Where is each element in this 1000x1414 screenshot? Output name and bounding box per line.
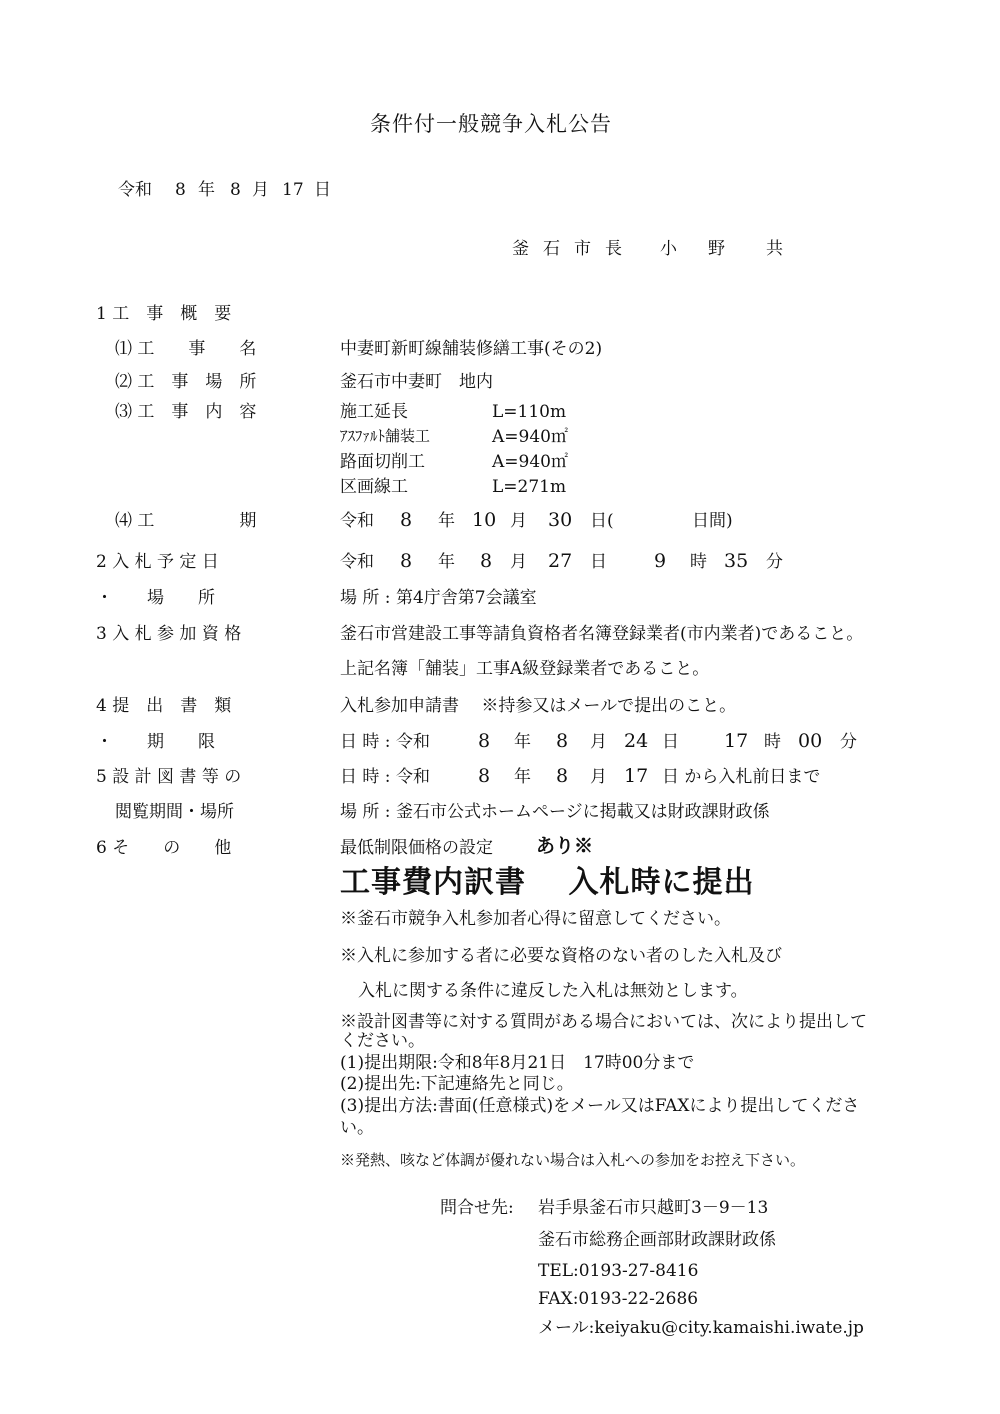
deadline-ji: 時 [764, 732, 781, 752]
qa-item: (3)提出方法:書面(任意様式)をメール又はFAXにより提出してくださ [340, 1096, 860, 1116]
bid-year: 8 [400, 550, 413, 572]
cost-breakdown-notice: 工事費内訳書 入札時に提出 [340, 865, 755, 900]
viewing-day: 17 [624, 765, 649, 787]
min-price-value: あり※ [536, 835, 594, 857]
contact-address: 岩手県釜石市只越町3－9－13 [538, 1198, 769, 1218]
issuer-name-1: 小 [660, 239, 677, 259]
note-line: ※入札に参加する者に必要な資格のない者のした入札及び [340, 946, 782, 966]
content-item-name: 路面切削工 [340, 452, 425, 472]
other-label: 6 そ の 他 [96, 838, 232, 858]
work-name-value: 中妻町新町線舗装修繕工事(その2) [340, 339, 603, 359]
documents-label: 4 提 出 書 類 [96, 696, 232, 716]
bid-hour: 9 [654, 550, 667, 572]
date-era: 令和 [118, 180, 152, 200]
qa-intro-1: ※設計図書等に対する質問がある場合においては、次により提出して [340, 1012, 867, 1032]
viewing-tsuki: 月 [590, 767, 607, 787]
content-item-name: 区画線工 [340, 477, 408, 497]
eligibility-line-2: 上記名簿「舗装」工事A級登録業者であること。 [340, 659, 710, 679]
viewing-prefix: 日 時 : 令和 [340, 767, 430, 787]
work-period-label: ⑷ 工 期 [115, 511, 257, 531]
deadline-prefix: 日 時 : 令和 [340, 732, 430, 752]
bid-ji: 時 [690, 552, 707, 572]
period-nen: 年 [438, 511, 455, 531]
date-tsuki: 月 [252, 180, 269, 200]
qa-item: (1)提出期限:令和8年8月21日 17時00分まで [340, 1053, 695, 1073]
content-item-value: L=271m [492, 477, 567, 497]
bid-place-label: ・ 場 所 [96, 588, 215, 608]
work-content-label: ⑶ 工 事 内 容 [115, 402, 257, 422]
qa-intro-2: ください。 [340, 1031, 425, 1051]
bid-fun: 分 [766, 552, 783, 572]
bid-tsuki: 月 [510, 552, 527, 572]
contact-tel: TEL:0193-27-8416 [538, 1261, 699, 1281]
qa-item: (2)提出先:下記連絡先と同じ。 [340, 1074, 574, 1094]
period-month: 10 [472, 509, 497, 531]
qa-item: い。 [340, 1118, 374, 1138]
deadline-fun: 分 [840, 732, 857, 752]
date-nen: 年 [198, 180, 215, 200]
issuer-name-3: 共 [766, 239, 783, 259]
viewing-year: 8 [478, 765, 491, 787]
viewing-nen: 年 [514, 767, 531, 787]
bid-nen: 年 [438, 552, 455, 572]
deadline-label: ・ 期 限 [96, 732, 215, 752]
deadline-nen: 年 [514, 732, 531, 752]
min-price-label: 最低制限価格の設定 [340, 838, 493, 858]
deadline-month: 8 [556, 730, 569, 752]
period-year: 8 [400, 509, 413, 531]
period-tsuki: 月 [510, 511, 527, 531]
documents-value: 入札参加申請書 ※持参又はメールで提出のこと。 [340, 696, 737, 716]
issuer-org: 釜石市長 [512, 239, 636, 259]
date-hi: 日 [314, 180, 331, 200]
date-year: 8 [175, 180, 186, 200]
viewing-place: 場 所 : 釜石市公式ホームページに掲載又は財政課財政係 [340, 802, 770, 822]
bid-day: 27 [548, 550, 573, 572]
period-day: 30 [548, 509, 573, 531]
viewing-month: 8 [556, 765, 569, 787]
bid-hi: 日 [590, 552, 607, 572]
deadline-hour: 17 [724, 730, 749, 752]
health-note: ※発熱、咳など体調が優れない場合は入札への参加をお控え下さい。 [340, 1151, 806, 1169]
work-name-label: ⑴ 工 事 名 [115, 339, 257, 359]
deadline-year: 8 [478, 730, 491, 752]
issuer-name-2: 野 [708, 239, 725, 259]
content-item-name: ｱｽﾌｧﾙﾄ舗装工 [340, 427, 431, 445]
deadline-day: 24 [624, 730, 649, 752]
contact-label: 問合せ先: [440, 1198, 514, 1218]
viewing-label-2: 閲覧期間・場所 [115, 802, 234, 822]
work-place-value: 釜石市中妻町 地内 [340, 372, 493, 392]
deadline-minute: 00 [798, 730, 823, 752]
work-place-label: ⑵ 工 事 場 所 [115, 372, 257, 392]
content-item-value: A=940㎡ [492, 452, 568, 472]
bid-place-value: 場 所 : 第4庁舎第7会議室 [340, 588, 537, 608]
period-hi: 日( [590, 511, 614, 531]
note-line: 入札に関する条件に違反した入札は無効とします。 [358, 981, 748, 1001]
page-title: 条件付一般競争入札公告 [370, 112, 612, 136]
date-month: 8 [230, 180, 241, 200]
contact-dept: 釜石市総務企画部財政課財政係 [538, 1230, 776, 1250]
contact-fax: FAX:0193-22-2686 [538, 1289, 699, 1309]
viewing-suffix: 日 から入札前日まで [662, 767, 821, 787]
deadline-tsuki: 月 [590, 732, 607, 752]
content-item-value: A=940㎡ [492, 427, 568, 447]
deadline-hi: 日 [662, 732, 679, 752]
section-1-heading: 1 工 事 概 要 [96, 304, 232, 324]
bid-date-label: 2 入 札 予 定 日 [96, 552, 219, 572]
bid-minute: 35 [724, 550, 749, 572]
contact-email[interactable]: メール:keiyaku@city.kamaishi.iwate.jp [538, 1318, 864, 1338]
content-item-name: 施工延長 [340, 402, 408, 422]
bid-month: 8 [480, 550, 493, 572]
eligibility-label: 3 入 札 参 加 資 格 [96, 624, 242, 644]
viewing-label-1: 5 設 計 図 書 等 の [96, 767, 242, 787]
content-item-value: L=110m [492, 402, 567, 422]
eligibility-line-1: 釜石市営建設工事等請負資格者名簿登録業者(市内業者)であること。 [340, 624, 864, 644]
bid-era: 令和 [340, 552, 374, 572]
period-era: 令和 [340, 511, 374, 531]
period-days-suffix: 日間) [692, 511, 733, 531]
date-day: 17 [282, 180, 304, 200]
note-line: ※釜石市競争入札参加者心得に留意してください。 [340, 909, 731, 929]
